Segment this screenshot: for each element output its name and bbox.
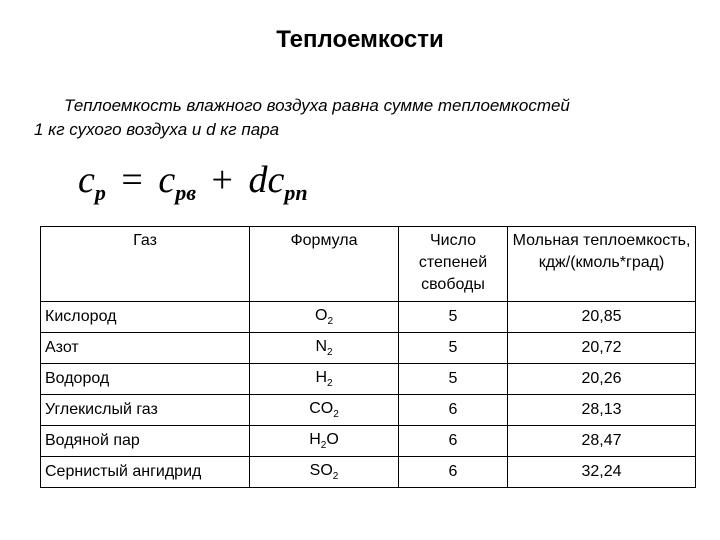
- gas-formula: [250, 395, 399, 426]
- formula-term2-symbol: dc: [248, 159, 285, 201]
- intro-line-2: 1 кг сухого воздуха и d кг пара: [34, 120, 280, 139]
- formula-subscript: 2: [332, 471, 339, 483]
- formula-base: SO: [309, 461, 333, 479]
- molar-heat-capacity: 28,13: [508, 395, 696, 426]
- gas-name: Углекислый газ: [41, 395, 250, 426]
- degrees-of-freedom: 6: [399, 426, 508, 457]
- gas-formula: [250, 457, 399, 488]
- formula-base: CO: [309, 399, 334, 417]
- formula-subscript: 2: [327, 316, 333, 328]
- formula-subscript: 2: [327, 378, 333, 390]
- formula-base: H: [309, 430, 321, 448]
- heat-capacity-formula: [78, 158, 308, 206]
- table-row: [41, 302, 696, 333]
- gas-formula: [250, 302, 399, 333]
- molar-heat-capacity: 20,72: [508, 333, 696, 364]
- formula-equals: =: [121, 159, 143, 201]
- intro-line-1: Теплоемкость влажного воздуха равна сумме теплоемкостей: [64, 96, 570, 115]
- molar-heat-capacity: 20,85: [508, 302, 696, 333]
- formula-subscript: 2: [333, 409, 339, 421]
- formula-tail: O: [326, 430, 339, 448]
- formula-base: H: [315, 368, 327, 386]
- table-row: [41, 364, 696, 395]
- degrees-of-freedom: 5: [399, 333, 508, 364]
- molar-heat-capacity: 32,24: [508, 457, 696, 488]
- gas-name: Кислород: [41, 302, 250, 333]
- degrees-of-freedom: 6: [399, 457, 508, 488]
- formula-term1-sub: рв: [175, 180, 197, 205]
- gas-formula: [250, 333, 399, 364]
- degrees-of-freedom: 6: [399, 395, 508, 426]
- molar-heat-capacity: 28,47: [508, 426, 696, 457]
- formula-plus: +: [211, 159, 233, 201]
- formula-subscript: 2: [320, 440, 327, 452]
- table-header-row: [41, 227, 696, 302]
- formula-term2-sub: рп: [284, 180, 308, 205]
- gas-heat-capacity-table: [40, 226, 696, 488]
- header-gas: Газ: [41, 227, 250, 302]
- table-row: [41, 395, 696, 426]
- intro-paragraph: [34, 94, 684, 142]
- formula-base: O: [314, 306, 328, 324]
- header-degrees-of-freedom: Число степеней свободы: [399, 227, 508, 302]
- formula-lhs-symbol: c: [78, 159, 95, 201]
- table-row: [41, 426, 696, 457]
- formula-subscript: 2: [327, 347, 333, 359]
- gas-name: Сернистый ангидрид: [41, 457, 250, 488]
- formula-term1-symbol: c: [158, 159, 176, 201]
- gas-formula: [250, 364, 399, 395]
- table-row: [41, 333, 696, 364]
- page-title: Теплоемкости: [276, 26, 444, 53]
- formula-lhs-sub: р: [94, 180, 106, 205]
- header-formula: Формула: [250, 227, 399, 302]
- gas-name: Азот: [41, 333, 250, 364]
- gas-name: Водяной пар: [41, 426, 250, 457]
- degrees-of-freedom: 5: [399, 364, 508, 395]
- table-row: [41, 457, 696, 488]
- gas-formula: [250, 426, 399, 457]
- molar-heat-capacity: 20,26: [508, 364, 696, 395]
- degrees-of-freedom: 5: [399, 302, 508, 333]
- gas-name: Водород: [41, 364, 250, 395]
- formula-base: N: [315, 337, 327, 355]
- header-molar-heat-capacity: Мольная теплоемкость, кдж/(кмоль*град): [508, 227, 696, 302]
